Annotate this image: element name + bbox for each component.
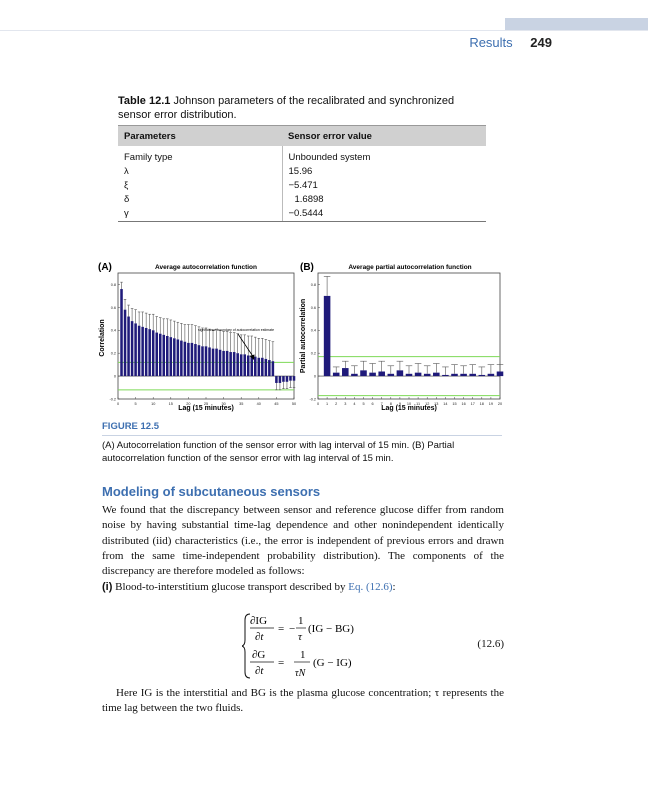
running-section-title: Results [469,35,513,50]
list-item-colon: : [392,581,396,593]
table-cell: Unbounded system [282,146,486,164]
panel-b-bar [369,373,376,376]
panel-a-bar [247,355,250,376]
panel-b-bar [469,374,476,376]
eq-equals: = [278,657,285,669]
panel-a-bar [229,352,232,376]
panel-b-ytick-label: -0.2 [309,397,316,402]
panel-b-xtick-label: 18 [479,402,484,406]
significance-annotation: significance boundary of autocorrelation estimate [197,328,275,332]
panel-a-bar [261,358,264,376]
panel-a-ytick-label: 0 [113,374,116,379]
panel-a-ytick-label: 0.6 [110,305,116,310]
section-heading: Modeling of subcutaneous sensors [102,484,321,499]
panel-a-label: (A) [98,262,112,273]
panel-a-bar [282,376,285,382]
panel-b-bar [460,374,467,376]
panel-a-bar [145,328,148,376]
table-cell: 15.96 [282,164,486,178]
panel-a-bar [254,357,257,376]
table-cell: −5.471 [282,178,486,192]
panel-b-ytick-label: 0.4 [310,328,316,333]
panel-a-bar [219,350,222,376]
figure-caption-text: (A) Autocorrelation function of the sensor error with lag interval of 15 min. (B) Partial autocorrelation function of the sensor error with lag interval of 15 min. [102,440,455,464]
panel-a-bar [265,359,268,376]
panel-a-bar [293,376,296,381]
panel-a-bar [138,326,141,376]
panel-a-bar [166,336,169,376]
eq-minus: − [289,623,296,635]
panel-a-ylabel: Correlation [99,319,106,357]
panel-b-xtick-label: 4 [353,402,356,406]
panel-a-bar [141,327,144,376]
panel-a-bar [124,310,127,376]
panel-b-bar [442,375,449,376]
table-row [118,192,486,206]
panel-b-xtick-label: 16 [461,402,466,406]
panel-a-ticks [109,283,296,406]
panel-a-bar [177,339,180,376]
panel-b-bar [479,375,486,376]
panel-b-ytick-label: 0 [313,374,316,379]
panel-b-xtick-label: 5 [362,402,365,406]
panel-a-bar [208,347,211,376]
panel-b-bar [433,373,440,376]
equation-reference-link[interactable]: Eq. (12.6) [348,581,393,593]
panel-b-bar [351,374,358,376]
table-cell: Family type [124,151,173,163]
panel-a-xtick-label: 10 [151,402,156,406]
panel-b-xtick-label: 10 [406,402,412,406]
panel-b-bar [497,372,504,377]
panel-b-xtick-label: 20 [497,402,503,406]
panel-a-bar [212,349,215,376]
panel-b-title: Average partial autocorrelation function [348,264,472,271]
johnson-parameters-table [118,125,486,222]
panel-a-bar [268,360,271,376]
panel-a-bar [152,330,155,376]
panel-a-bar [194,344,197,376]
table-cell: λ [124,165,129,177]
panel-b-xtick-label: 2 [335,402,338,406]
panel-a-ytick-label: 0.4 [110,328,116,333]
eq-denominator-tau: τ [298,631,302,643]
eq-denominator-dt: ∂t [255,665,264,677]
panel-b-bar [488,374,495,376]
panel-a-bar [286,376,289,382]
panel-a-bars [120,282,295,390]
panel-a-bar [275,376,278,383]
eq-rhs-1: (IG − BG) [308,623,354,635]
panel-b-ytick-label: 0.6 [310,305,316,310]
panel-b-xtick-label: 12 [425,402,430,406]
panel-b-xtick-label: 1 [326,402,329,406]
table-header-row [118,126,486,147]
panel-a-bar [159,334,162,376]
panel-a-bar [258,358,261,376]
panel-a-ytick-label: 0.2 [110,351,116,356]
panel-a-xtick-label: 45 [274,402,279,406]
panel-a-xtick-label: 25 [203,402,209,406]
eq-rhs-2: (G − IG) [313,657,352,669]
panel-a-bar [120,289,123,376]
table-label: Table 12.1 [118,95,171,107]
panel-b-bar [415,373,422,376]
panel-b-ylabel: Partial autocorrelation [300,298,307,374]
panel-a-bar [205,346,208,376]
panel-a-bar [289,376,292,381]
equation-body [242,612,462,680]
panel-b-bar [424,374,431,376]
panel-a-bar [222,351,225,376]
list-item [102,581,396,593]
panel-b-bar [388,374,395,376]
panel-a-bar [170,337,173,376]
panel-a-xlabel: Lag (15 minutes) [178,405,234,412]
panel-a-bar [198,345,201,376]
panel-a-xtick-label: 30 [221,402,226,406]
panel-b-xtick-label: 3 [344,402,347,406]
panel-b-bar [333,373,340,376]
panel-b-ticks [309,283,502,406]
table-cell: δ [124,193,130,205]
panel-b-bar [451,374,458,376]
panel-a-bar [201,346,204,376]
panel-b-bar [342,368,349,376]
equation-number: (12.6) [477,638,504,650]
panel-a-bar [173,338,176,376]
panel-a-xtick-label: 5 [134,402,137,406]
eq-numerator-dg: ∂G [252,649,266,661]
panel-a-bar [226,351,229,376]
running-header [469,35,552,50]
figure-12-5 [96,258,506,414]
panel-a-bar [243,354,246,376]
panel-a-ytick-label: 0.8 [110,282,116,287]
panel-b-xtick-label: 6 [371,402,374,406]
panel-b-ytick-label: 0.2 [310,351,316,356]
panel-b-xtick-label: 13 [434,402,439,406]
panel-a-bar [279,376,282,383]
table-row [118,206,486,222]
table-column-header: Sensor error value [282,126,486,147]
figure-label: FIGURE 12.5 [102,420,502,436]
panel-a-bar [240,354,243,376]
table-row [118,164,486,178]
header-rule [0,30,648,31]
panel-b-bar [324,296,331,376]
panel-b-xtick-label: 9 [398,402,401,406]
panel-a-bar [180,341,183,377]
panel-b-xtick-label: 8 [389,402,392,406]
eq-numerator-one: 1 [300,649,306,661]
panel-b-xlabel: Lag (15 minutes) [381,405,437,412]
panel-b-label: (B) [300,262,314,273]
panel-b-xtick-label: 15 [452,402,457,406]
panel-b-bar [360,370,367,376]
eq-numerator-dig: ∂IG [250,615,268,627]
equation-brace [242,614,250,678]
panel-a-bar [187,343,190,376]
eq-denominator-dt: ∂t [255,631,264,643]
table-cell: −0.5444 [282,206,486,222]
panel-a-bar [131,321,134,376]
eq-equals: = [278,623,285,635]
panel-a-xtick-label: 15 [168,402,173,406]
panel-a-bar [191,343,194,376]
panel-a-bar [272,361,275,376]
header-band [505,18,648,30]
table-caption [118,94,488,122]
panel-b-xtick-label: 7 [380,402,383,406]
panel-b-xtick-label: 14 [443,402,448,406]
table-cell: 1.6898 [282,192,486,206]
table-column-header: Parameters [118,126,282,147]
panel-a-bar [155,333,158,377]
table-row [118,178,486,192]
panel-b-bar [406,374,413,376]
panel-a-bar [148,329,151,376]
list-item-label: (i) [102,581,113,593]
panel-a-title: Average autocorrelation function [155,264,257,271]
list-item-text: Blood-to-interstitium glucose transport described by [115,581,346,593]
equation-12-6 [242,612,512,680]
panel-b-xtick-label: 17 [470,402,475,406]
panel-a-bar [134,323,137,376]
panel-a-xtick-label: 35 [239,402,244,406]
panel-b-xtick-label: 19 [488,402,494,406]
panel-b-bar [397,370,404,376]
table-row [118,146,486,164]
panel-a-bar [127,317,130,377]
panel-a-bar [233,352,236,376]
panel-a-xtick-label: 0 [116,402,120,406]
table-cell: γ [118,206,282,222]
table-cell: ξ [124,179,129,191]
body-paragraph-after-equation: Here IG is the interstitial and BG is the plasma glucose concentration; τ represents the time lag between the two fluids. [102,687,504,714]
panel-b-bar [378,372,385,377]
figure-caption [102,420,502,465]
panel-a-bar [236,353,239,376]
panel-b-xtick-label: 0 [316,402,320,406]
table-caption-text: Johnson parameters of the recalibrated and synchronized sensor error distribution. [118,95,455,121]
eq-numerator-one: 1 [298,615,304,627]
panel-a-xtick-label: 50 [291,402,297,406]
panel-a-bar [184,342,187,376]
panel-a-bar [162,335,165,376]
panel-b-frame [318,273,500,399]
panel-a-xtick-label: 40 [256,402,261,406]
panel-b-xtick-label: 11 [416,402,421,406]
panel-a-ytick-label: -0.2 [109,397,116,402]
eq-denominator-tau-n: τN [295,668,306,679]
panel-a-xtick-label: 20 [186,402,191,406]
panel-a-bar [215,349,218,376]
body-paragraph: We found that the discrepancy between sensor and reference glucose differ from random noise by having substantial time-lag dependence and other nonindependent identically distributed (iid) characteristics (i.e., the error is independent of previous errors and drawn from the same time-independent probability distribution). The components of the discrepancy are therefore modeled as follows: [102,504,504,578]
page-number: 249 [530,35,552,50]
panel-b-bars [324,276,503,376]
panel-b-ytick-label: 0.8 [310,282,316,287]
